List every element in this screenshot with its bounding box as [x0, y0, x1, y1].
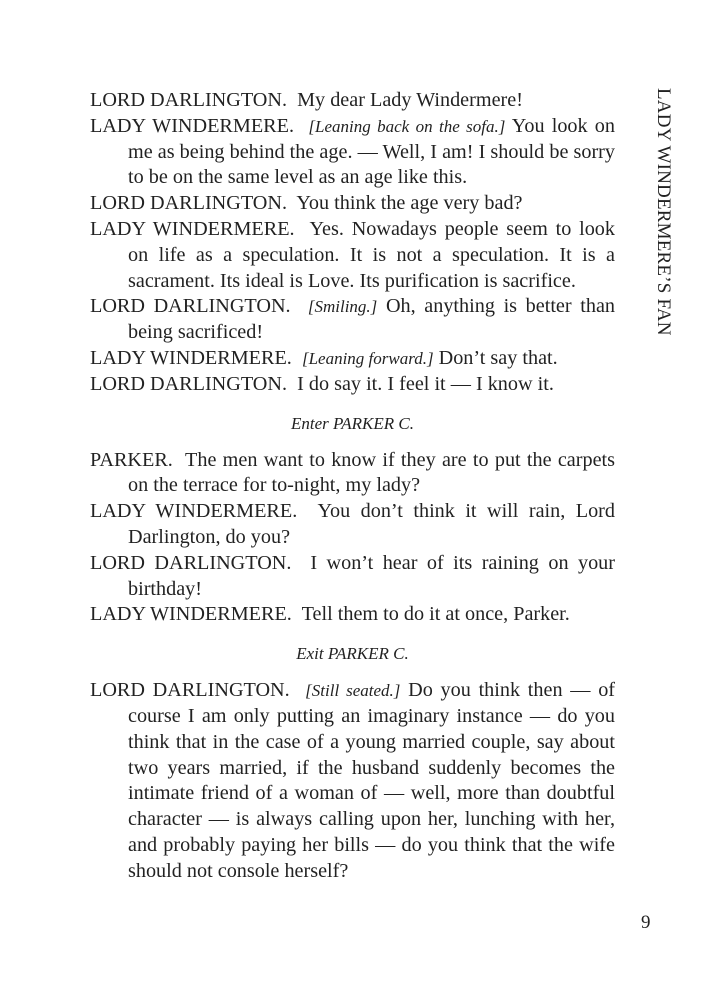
speaker-name: LORD DARLINGTON. — [90, 89, 288, 111]
speaker-name: LORD DARLINGTON. — [90, 372, 288, 395]
speech-line — [90, 217, 615, 294]
speech-line — [90, 602, 615, 628]
speaker-name: LORD DARLINGTON. — [90, 679, 290, 702]
speaker-name: LADY WINDERMERE. — [90, 603, 292, 626]
speaker-name: LADY WINDERMERE. — [90, 500, 298, 523]
speech-text: Oh, anything is better than being sacrificed! — [128, 295, 616, 344]
play-text — [90, 88, 615, 885]
speech-text: My dear Lady Windermere! — [297, 89, 523, 111]
stage-direction: [Smiling.] — [307, 297, 378, 317]
stage-direction-exit: Exit PARKER C. — [296, 644, 409, 664]
speaker-name: PARKER. — [90, 448, 173, 471]
speech-line — [90, 191, 615, 217]
speaker-name: LORD DARLINGTON. — [90, 295, 291, 318]
speech-line — [90, 88, 615, 114]
speech-line — [90, 499, 615, 551]
speaker-name: LORD DARLINGTON. — [90, 551, 292, 574]
running-head: LADY WINDERMERE’S FAN — [653, 88, 674, 336]
speech-text: You look on me as being behind the age. — Well, I am! I should be sorry to be on the same level as an age like this. — [128, 114, 615, 189]
speech-text: I do say it. I feel it — I know it. — [297, 372, 554, 395]
speech-line — [90, 294, 615, 346]
speech-text: I won’t hear of its raining on your birthday! — [128, 551, 615, 600]
speaker-name: LADY WINDERMERE. — [90, 346, 292, 369]
speech-text: You think the age very bad? — [296, 192, 523, 215]
stage-direction: [Leaning back on the sofa.] — [308, 116, 506, 136]
speech-text: Do you think then — of course I am only putting an imaginary instance — do you think that in the case of a young married couple, say about two years married, if the husband suddenly becomes the intimate friend of a woman of — well, more than doubtful character — is always calling upon her, lunching with her, and probably paying her bills — do you think that the wife should not console herself? — [128, 679, 616, 882]
speech-text: You don’t think it will rain, Lord Darlington, do you? — [128, 500, 615, 548]
speech-text: Yes. Nowadays people seem to look on life as a speculation. It is not a speculation. It is a sacrament. Its ideal is Love. Its purification is sacrifice. — [128, 217, 615, 292]
speaker-name: LADY WINDERMERE. — [90, 217, 295, 240]
speech-text: Don’t say that. — [438, 346, 558, 369]
speech-text: The men want to know if they are to put the carpets on the terrace for to-night, my lady? — [128, 448, 616, 497]
speaker-name: LORD DARLINGTON. — [90, 192, 288, 215]
speech-line — [90, 678, 615, 884]
speech-line — [90, 448, 615, 500]
stage-direction: [Still seated.] — [305, 681, 401, 701]
speech-line — [90, 372, 615, 398]
speech-text: Tell them to do it at once, Parker. — [301, 603, 570, 626]
speech-line — [90, 346, 615, 372]
stage-direction-enter: Enter PARKER C. — [291, 413, 414, 433]
speech-line — [90, 114, 615, 191]
speech-line — [90, 551, 615, 603]
stage-direction: [Leaning forward.] — [301, 348, 434, 368]
page-number: 9 — [641, 912, 651, 933]
speaker-name: LADY WINDERMERE. — [90, 114, 294, 137]
